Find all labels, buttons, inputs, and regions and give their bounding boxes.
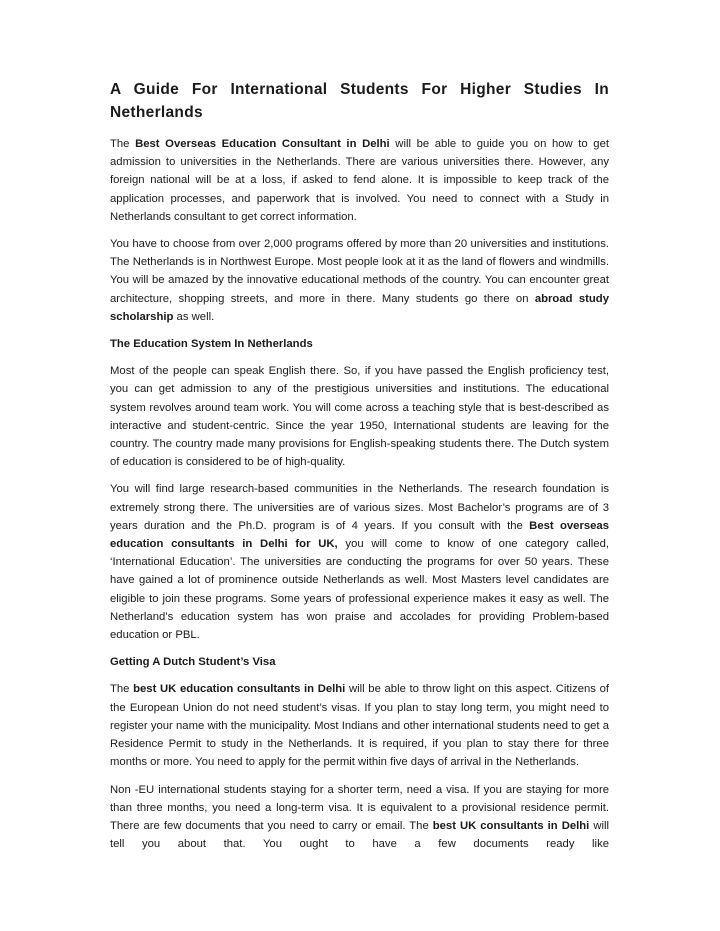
document-page (110, 78, 609, 862)
paragraph-text: will tell you about that. You ought to have a few documents ready like (110, 819, 610, 851)
paragraph-english: Most of the people can speak English there. So, if you have passed the English proficiency test, you can get admission to any of the prestigious universities and institutions. The educational system revolves around team work. You will come across a teaching style that is best-described as interactive and student-centric. Since the year 1950, International students are leaving for the country. The country made many provisions for English-speaking students there. The Dutch system of education is considered to be of high-quality. (110, 365, 609, 469)
paragraph-text: will be able to throw light on this aspect. Citizens of the European Union do not need student’s visas. If you plan to stay long term, you might need to register your name with the municipality. Most Indians and other international students need to get a Residence Permit to study in the Netherlands. It is required, if you plan to stay there for three months or more. You need to apply for the permit within five days of arrival in the Netherlands. (110, 683, 610, 769)
paragraph-visa (110, 680, 609, 771)
paragraph-text: you will come to know of one category called, ‘International Education’. The universities are conducting the programs for over 50 years. These have gained a lot of prominence outside Netherlands as well. Most Masters level candidates are eligible to join these programs. Some years of professional experience makes it easy as well. The Netherland’s education system has won praise and accolades for providing Problem-based education or PBL. (110, 538, 609, 642)
paragraph-text: The (110, 138, 136, 150)
document-title: A Guide For International Students For Higher Studies In Netherlands (110, 81, 609, 121)
paragraph-text: will be able to guide you on how to get admission to universities in the Netherlands. There are various universities there. However, any foreign national will be at a loss, if asked to fend alone. It is impossible to keep track of the application processes, and paperwork that is involved. You need to connect with a Study in Netherlands consultant to get correct information. (110, 138, 610, 223)
paragraph-research (110, 480, 609, 644)
paragraph-text: You will find large research-based communities in the Netherlands. The research foundation is extremely strong there. The universities are of various sizes. Most Bachelor’s programs are of 3 years duration and the Ph.D. program is of 4 years. If you consult with the (110, 483, 609, 532)
paragraph-programs (110, 235, 609, 326)
paragraph-text: The (110, 683, 134, 696)
section-heading-visa: Getting A Dutch Student’s Visa (110, 656, 276, 669)
bold-phrase: Best overseas education consultants in Delhi for UK, (110, 519, 609, 551)
bold-phrase: abroad study scholarship (110, 292, 609, 323)
bold-phrase: best UK consultants in Delhi (432, 819, 590, 832)
bold-phrase: best UK education consultants in Delhi (133, 683, 346, 696)
paragraph-text: Non -EU international students staying for a shorter term, need a visa. If you are staying for more than three months, you need a long-term visa. It is equivalent to a provisional residence permit. There are few documents that you need to carry or email. The (110, 783, 609, 832)
paragraph-intro (110, 135, 609, 226)
paragraph-non-eu (110, 781, 609, 854)
paragraph-text: You have to choose from over 2,000 programs offered by more than 20 universities and institutions. The Netherlands is in Northwest Europe. Most people look at it as the land of flowers and windmills. You will be amazed by the innovative educational methods of the country. You can encounter great architecture, shopping streets, and more in there. Many students go there on (110, 238, 609, 305)
bold-phrase: Best Overseas Education Consultant in Delhi (135, 138, 390, 150)
section-heading-education-system: The Education System In Netherlands (110, 338, 313, 351)
paragraph-text: as well. (173, 310, 215, 323)
